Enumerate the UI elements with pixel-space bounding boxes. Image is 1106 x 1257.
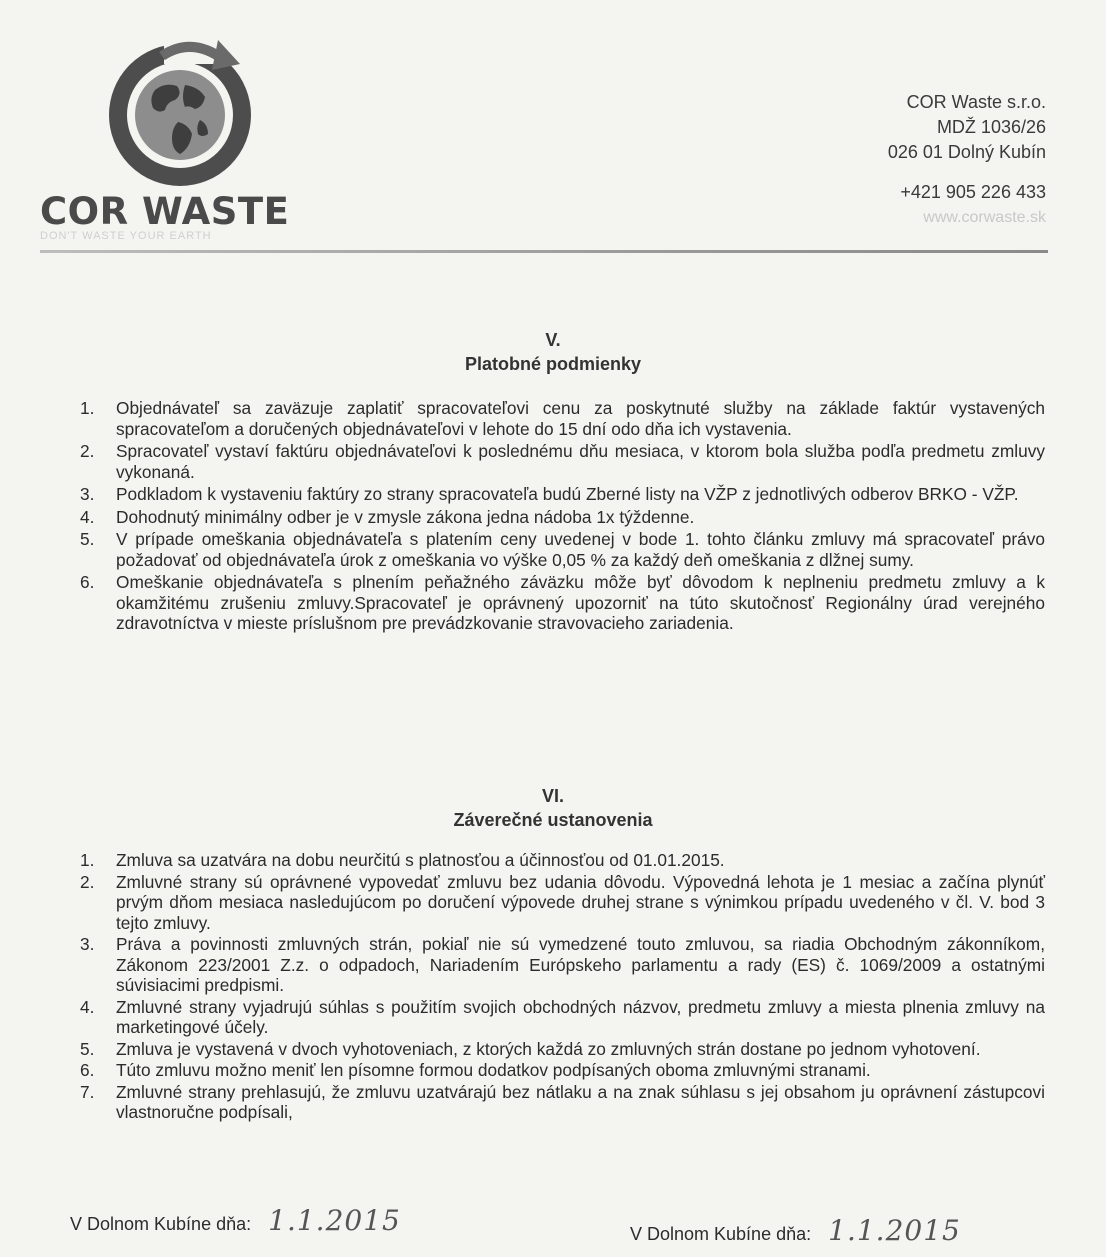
section-6-item-5: 5. Zmluva je vystavená v dvoch vyhotoveniach, z ktorých každá zo zmluvných strán dostane po jednom vyhotovení. bbox=[80, 1038, 981, 1059]
section-5-item-4: 4. Dohodnutý minimálny odber je v zmysle zákona jedna nádoba 1x týždenne. bbox=[80, 506, 695, 527]
section-6-list bbox=[70, 850, 1045, 1124]
section-5-item-1: 1. Objednávateľ sa zaväzuje zaplatiť spracovateľovi cenu za poskytnuté služby na základe faktúr vystavených spracovateľom a doručených objednávateľovi v lehote do 15 dní odo dňa ich vystavenia. bbox=[80, 398, 1045, 439]
header-divider bbox=[40, 250, 1048, 253]
section-5-list bbox=[70, 398, 1045, 636]
signature-label-left: V Dolnom Kubíne dňa: bbox=[70, 1214, 252, 1234]
signature-label-right: V Dolnom Kubíne dňa: bbox=[630, 1224, 812, 1244]
logo-tagline: DON'T WASTE YOUR EARTH bbox=[40, 230, 212, 242]
section-6-item-7: 7. Zmluvné strany prehlasujú, že zmluvu uzatvárajú bez nátlaku a na znak súhlasu s jej obsahom ju oprávnení zástupcovi vlastnoručne podpísali, bbox=[80, 1081, 1045, 1122]
section-6-item-2: 2. Zmluvné strany sú oprávnené vypovedať zmluvu bez udania dôvodu. Výpovedná lehota je 1 mesiac a začína plynúť prvým dňom mesiaca nasledujúcom po doručení výpovede druhej strane s výnimkou prípadu uvedeného v čl. V. bod 3 tejto zmluvy. bbox=[80, 871, 1045, 933]
section-5-item-6: 6. Omeškanie objednávateľa s plnením peňažného záväzku môže byť dôvodom k neplneniu predmetu zmluvy a k okamžitému zrušeniu zmluvy.Spracovateľ je oprávnený upozorniť na túto skutočnosť Regionálny úrad verejného zdravotníctva v mieste príslušnom pre prevádzkovanie stravovacieho zariadenia. bbox=[80, 572, 1045, 633]
section-6-item-1: 1. Zmluva sa uzatvára na dobu neurčitú s platnosťou a účinnosťou od 01.01.2015. bbox=[80, 850, 725, 870]
section-6-heading bbox=[0, 784, 1106, 832]
address-line-2: 026 01 Dolný Kubín bbox=[887, 142, 1046, 162]
section-6-item-3: 3. Práva a povinnosti zmluvných strán, pokiaľ nie sú vymedzené touto zmluvou, sa riadia Obchodným zákonníkom, Zákonom 223/2001 Z.z. o odpadoch, Nariadením Európskeho parlamentu a rady (ES) č. 1069/2009 a ostatnými súvisiacimi predpismi. bbox=[80, 934, 1045, 995]
section-5-item-5: 5. V prípade omeškania objednávateľa s platením ceny uvedenej v bode 1. tohto článku zmluvy má spracovateľ právo požadovať od objednávateľa úrok z omeškania vo výške 0,05 % za každý deň omeškania z dlžnej sumy. bbox=[80, 529, 1045, 570]
company-name: COR Waste s.r.o. bbox=[906, 92, 1046, 112]
section-5-title: Platobné podmienky bbox=[464, 354, 642, 374]
website: www.corwaste.sk bbox=[923, 209, 1046, 226]
logo-title: COR WASTE bbox=[40, 190, 290, 233]
globe-recycle-icon bbox=[100, 30, 260, 190]
section-6-item-6: 6. Túto zmluvu možno meniť len písomne formou dodatkov podpísaných oboma zmluvnými stranami. bbox=[80, 1060, 871, 1080]
section-5-number: V. bbox=[545, 330, 561, 350]
address-line-1: MDŽ 1036/26 bbox=[936, 117, 1046, 137]
handwritten-date-right: 1.1.2015 bbox=[828, 1214, 961, 1247]
phone-number: +421 905 226 433 bbox=[900, 182, 1046, 202]
company-contact bbox=[888, 90, 1046, 230]
section-6-item-4: 4. Zmluvné strany vyjadrujú súhlas s použitím svojich obchodných názvov, predmetu zmluvy a miesta plnenia zmluvy na marketingové účely. bbox=[80, 996, 1045, 1037]
section-5-heading bbox=[0, 328, 1106, 376]
section-6-title: Záverečné ustanovenia bbox=[453, 810, 653, 830]
section-6-number: VI. bbox=[541, 786, 564, 806]
signature-place-date-right bbox=[630, 1214, 961, 1247]
signature-place-date-left bbox=[70, 1204, 401, 1237]
handwritten-date-left: 1.1.2015 bbox=[268, 1204, 401, 1237]
section-5-item-3: 3. Podkladom k vystaveniu faktúry zo strany spracovateľa budú Zberné listy na VŽP z jednotlivých odberov BRKO - VŽP. bbox=[80, 484, 1019, 504]
section-5-item-2: 2. Spracovateľ vystaví faktúru objednávateľovi k poslednému dňu mesiaca, v ktorom bola služba podľa predmetu zmluvy vykonaná. bbox=[80, 441, 1045, 482]
company-logo bbox=[40, 30, 290, 242]
